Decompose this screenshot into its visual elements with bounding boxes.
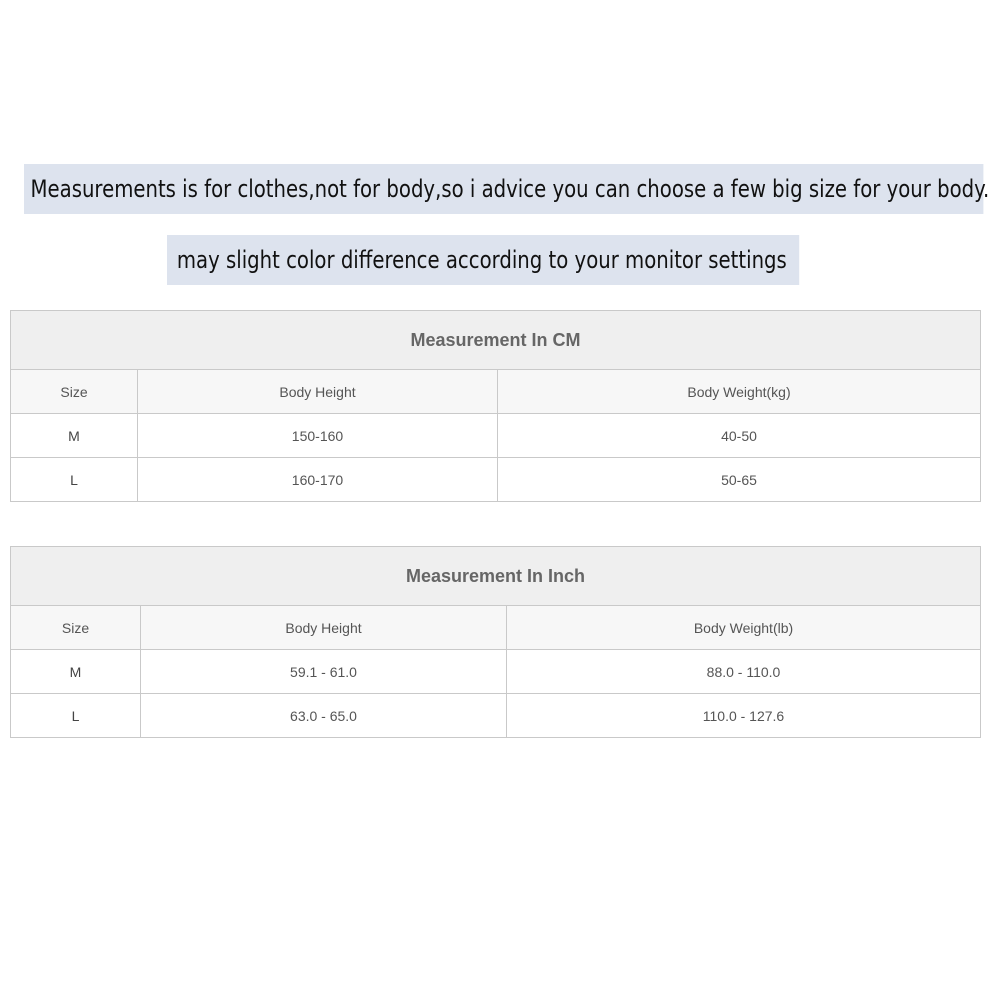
cell-body-height: 160-170 <box>138 458 498 502</box>
table-header-row <box>11 606 981 650</box>
table-row <box>11 694 981 738</box>
size-table-inch <box>10 546 981 738</box>
cell-body-weight: 88.0 - 110.0 <box>507 650 981 694</box>
cell-size: L <box>11 458 138 502</box>
cell-body-weight: 40-50 <box>498 414 981 458</box>
cell-body-height: 150-160 <box>138 414 498 458</box>
table-caption: Measurement In CM <box>11 311 981 370</box>
notice-color-difference <box>167 235 799 285</box>
size-table-cm <box>10 310 981 502</box>
cell-body-weight: 50-65 <box>498 458 981 502</box>
cell-body-height: 63.0 - 65.0 <box>141 694 507 738</box>
notice-text: may slight color difference according to your monitor settings <box>176 246 787 274</box>
cell-body-weight: 110.0 - 127.6 <box>507 694 981 738</box>
notice-text: Measurements is for clothes,not for body,so i advice you can choose a few big size for your body. <box>30 175 990 203</box>
table-caption: Measurement In Inch <box>11 547 981 606</box>
header-size: Size <box>11 606 141 650</box>
cell-size: L <box>11 694 141 738</box>
header-body-weight: Body Weight(kg) <box>498 370 981 414</box>
header-body-height: Body Height <box>138 370 498 414</box>
header-size: Size <box>11 370 138 414</box>
cell-body-height: 59.1 - 61.0 <box>141 650 507 694</box>
table-row <box>11 414 981 458</box>
notice-clothes-measurement <box>24 164 990 214</box>
header-body-weight: Body Weight(lb) <box>507 606 981 650</box>
table-row <box>11 650 981 694</box>
table-header-row <box>11 370 981 414</box>
header-body-height: Body Height <box>141 606 507 650</box>
table-row <box>11 458 981 502</box>
cell-size: M <box>11 414 138 458</box>
cell-size: M <box>11 650 141 694</box>
